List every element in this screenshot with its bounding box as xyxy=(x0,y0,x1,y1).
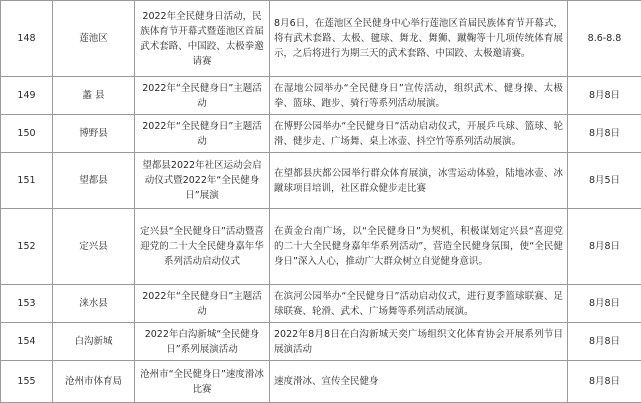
row-number: 148 xyxy=(1,1,53,77)
row-area: 涞水县 xyxy=(53,285,135,323)
row-area: 沧州市体育局 xyxy=(53,361,135,403)
row-activity-name: 望都县2022年社区运动会启动仪式暨2022年“全民健身日”展演 xyxy=(135,153,270,209)
row-number: 151 xyxy=(1,153,53,209)
row-activity-content: 在湿地公园举办“全民健身日”宣传活动，组织武术、健身操、太极拳、篮球、跑步、骑行等系列活动展演。 xyxy=(270,77,568,115)
table-row xyxy=(1,285,641,323)
row-number: 149 xyxy=(1,77,53,115)
row-number: 154 xyxy=(1,323,53,361)
table-row xyxy=(1,323,641,361)
row-area: 定兴县 xyxy=(53,209,135,285)
row-date: 8月8日 xyxy=(568,115,641,153)
row-activity-name: 定兴县“全民健身日”活动暨喜迎党的二十大全民健身嘉年华系列活动启动仪式 xyxy=(135,209,270,285)
row-date: 8月8日 xyxy=(568,285,641,323)
row-number: 155 xyxy=(1,361,53,403)
row-activity-name: 2022年全民健身日活动，民族体育节开幕式暨莲池区首届武术套路、中国跤、太极拳邀请赛 xyxy=(135,1,270,77)
row-activity-name: 2022年“全民健身日”主题活动 xyxy=(135,285,270,323)
row-area: 白沟新城 xyxy=(53,323,135,361)
events-table-body xyxy=(1,1,641,403)
row-date: 8月8日 xyxy=(568,323,641,361)
row-activity-content: 8月6日，在莲池区全民健身中心举行莲池区首届民族体育节开幕式，将有武术套路、太极、毽球、舞龙、舞狮、蹴鞠等十几项传统体育展示，之后将进行为期三天的武术套路、中国跤、太极邀请赛。 xyxy=(270,1,568,77)
table-row xyxy=(1,77,641,115)
row-area: 蠡 县 xyxy=(53,77,135,115)
row-activity-content: 速度滑冰、宣传全民健身 xyxy=(270,361,568,403)
row-date: 8.6-8.8 xyxy=(568,1,641,77)
row-activity-name: 2022年“全民健身日”主题活动 xyxy=(135,115,270,153)
row-activity-name: 2022年白沟新城“全民健身日”系列展演活动 xyxy=(135,323,270,361)
row-number: 150 xyxy=(1,115,53,153)
row-date: 8月8日 xyxy=(568,77,641,115)
row-date: 8月5日 xyxy=(568,153,641,209)
table-row xyxy=(1,1,641,77)
row-activity-content: 2022年8月8日在白沟新城天奕广场组织文化体育协会开展系列节目展演活动 xyxy=(270,323,568,361)
table-row xyxy=(1,209,641,285)
row-area: 望都县 xyxy=(53,153,135,209)
row-number: 152 xyxy=(1,209,53,285)
row-activity-name: 沧州市“全民健身日”速度滑冰比赛 xyxy=(135,361,270,403)
row-date: 8月8日 xyxy=(568,361,641,403)
row-activity-content: 在黄金台南广场，以“全民健身日”为契机，积极谋划定兴县“喜迎党的二十大全民健身嘉年华系列活动”，营造全民健身氛围，使“全民健身日”深入人心，推动广大群众树立自觉健身意识。 xyxy=(270,209,568,285)
row-activity-content: 在滨河公园举办“全民健身日”活动启动仪式，进行夏季篮球联赛、足球联赛、轮滑、武术、广场舞等系列活动展演。 xyxy=(270,285,568,323)
row-activity-name: 2022年“全民健身日”主题活动 xyxy=(135,77,270,115)
row-date: 8月8日 xyxy=(568,209,641,285)
row-activity-content: 在博野公园举办“全民健身日”活动启动仪式，开展乒乓球、篮球、轮滑、健步走、广场舞、桌上冰壶、抖空竹等系列活动展演。 xyxy=(270,115,568,153)
table-row xyxy=(1,361,641,403)
row-area: 博野县 xyxy=(53,115,135,153)
table-row xyxy=(1,153,641,209)
table-row xyxy=(1,115,641,153)
row-area: 莲池区 xyxy=(53,1,135,77)
row-activity-content: 在望都县庆都公园举行群众体育展演，冰雪运动体验，陆地冰壶、冰蹴球项目培训，社区群众健步走比赛 xyxy=(270,153,568,209)
row-number: 153 xyxy=(1,285,53,323)
